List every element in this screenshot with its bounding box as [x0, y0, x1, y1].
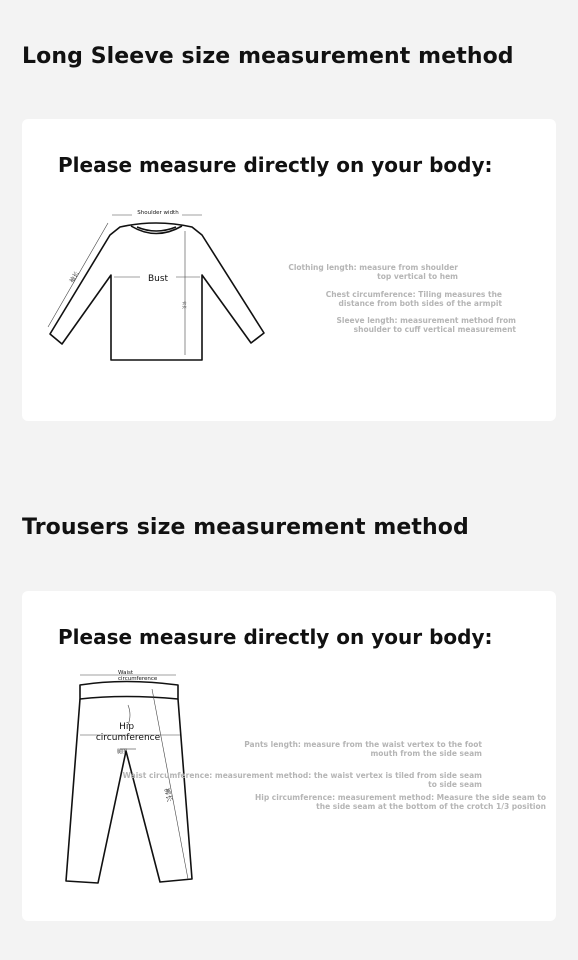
sleeve-length-note: Sleeve length: measurement method from shoulder to cuff vertical measurement	[336, 316, 516, 334]
hip-note: Hip circumference: measurement method: Measure the side seam to the side seam at the bottom of the crotch 1/3 position	[254, 793, 546, 811]
long-sleeve-diagram	[42, 205, 282, 375]
pants-length-note: Pants length: measure from the waist vertex to the foot mouth from the side seam	[244, 740, 482, 758]
clothing-length-label: 衣长	[182, 301, 187, 309]
thigh-label: 腿围	[116, 749, 128, 755]
long-sleeve-section-title: Long Sleeve size measurement method	[22, 44, 514, 69]
trousers-card-title: Please measure directly on your body:	[58, 625, 493, 649]
sleeve-length-label: 袖长	[68, 270, 81, 285]
pants-length-label: 裤长	[162, 787, 174, 803]
hip-label: Hip circumference	[95, 722, 161, 743]
long-sleeve-card-title: Please measure directly on your body:	[58, 153, 493, 177]
waist-label: Waist circumference	[118, 670, 158, 682]
long-sleeve-card	[22, 119, 556, 421]
chest-note: Chest circumference: Tiling measures the distance from both sides of the armpit	[325, 290, 502, 308]
waist-note: Waist circumference: measurement method: the waist vertex is tiled from side seam to side seam	[122, 771, 482, 789]
bust-label: Bust	[147, 274, 169, 284]
trousers-card	[22, 591, 556, 921]
shoulder-width-label: Shoulder width	[137, 210, 179, 216]
clothing-length-note: Clothing length: measure from shoulder top vertical to hem	[288, 263, 458, 281]
trousers-section-title: Trousers size measurement method	[22, 515, 469, 540]
